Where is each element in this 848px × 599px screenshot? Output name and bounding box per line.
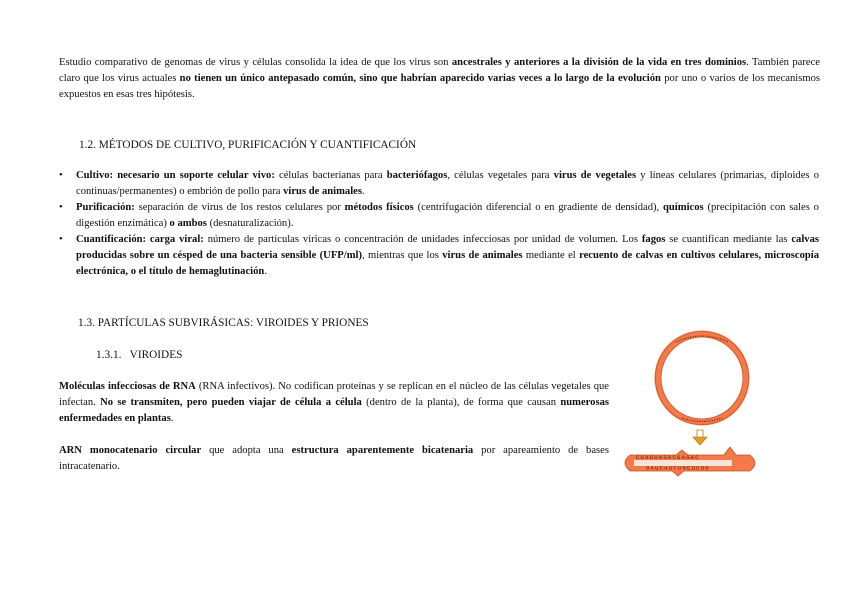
bullet-icon: • — [59, 202, 63, 213]
body-text: por uno o varios de los mecanismos expuestos en esas tres hipótesis. — [59, 73, 821, 101]
body-text: mediante el — [522, 250, 580, 261]
emphasis-text: métodos físicos — [344, 202, 414, 213]
emphasis-text: fagos — [641, 234, 666, 245]
list-item-text — [76, 202, 819, 229]
body-text: número de partículas víricas o concentración de unidades infecciosas por unidad de volumen. Los — [203, 234, 642, 245]
body-text: se cuantifican mediante las — [665, 234, 792, 245]
body-text: . — [170, 413, 174, 425]
viroid-diagram — [612, 326, 762, 486]
emphasis-text: químicos — [663, 202, 704, 213]
emphasis-text: numerosas enfermedades en plantas — [59, 397, 610, 425]
emphasis-text: Cultivo: necesario un soporte celular vivo: — [76, 170, 275, 181]
emphasis-text: no tienen un único antepasado común, sino que habrían aparecido varias veces a lo largo de la evolución — [179, 73, 661, 85]
bullet-icon: • — [59, 234, 63, 245]
emphasis-text: recuento de calvas en cultivos celulares, microscopía electrónica, o el título de hemaglutinación — [76, 250, 819, 277]
intro-paragraph — [59, 55, 820, 104]
section-heading-subviral: 1.3. PARTÍCULAS SUBVIRÁSICAS: VIROIDES Y PRIONES — [78, 317, 369, 329]
body-text: (precipitación con sales o digestión enzimática) — [76, 202, 819, 229]
viroid-diagram-svg — [612, 326, 762, 486]
emphasis-text: virus de animales — [283, 186, 362, 197]
list-item-cultivo — [59, 168, 819, 200]
list-item-purificacion — [59, 200, 819, 232]
body-text: separación de virus de los restos celulares por — [134, 202, 345, 213]
body-text: por apareamiento de bases intracatenario. — [59, 445, 609, 473]
bullet-icon: • — [59, 170, 63, 181]
list-item-cuantificacion — [59, 232, 819, 280]
body-text: , mientras que los — [362, 250, 443, 261]
emphasis-text: No se transmiten, pero pueden viajar de célula a célula — [100, 397, 362, 409]
body-text: que adopta una — [201, 445, 292, 456]
list-item-text — [76, 170, 819, 197]
arrow-down-icon — [693, 430, 707, 445]
methods-list — [59, 168, 819, 280]
viroid-description-paragraph — [59, 379, 609, 428]
emphasis-text: ARN monocatenario circular — [59, 445, 202, 456]
body-text: (centrifugación diferencial o en gradiente de densidad), — [413, 202, 664, 213]
emphasis-text: virus de animales — [442, 250, 523, 261]
sequence-bottom-label: GAUCAUCUGCUCUG — [646, 464, 710, 472]
emphasis-text: Purificación: — [76, 202, 135, 213]
body-text: . — [264, 266, 267, 277]
body-text: . También parece claro que los virus actuales — [59, 57, 820, 85]
circular-rna-ring — [658, 334, 746, 422]
body-text: (RNA infectivos). No codifican proteínas y se replican en el núcleo de las células vegetales que infectan. — [59, 381, 609, 409]
body-text: . — [361, 186, 365, 197]
body-text: , células vegetales para — [447, 170, 554, 181]
emphasis-text: Cuantificación: carga viral: — [76, 234, 204, 245]
emphasis-text: o ambos — [169, 218, 207, 229]
emphasis-text: estructura aparentemente bicatenaria — [291, 445, 474, 456]
emphasis-text: virus de vegetales — [553, 170, 637, 181]
body-text: Estudio comparativo de genomas de virus y células consolida la idea de que los virus son — [59, 57, 452, 68]
viroid-structure-paragraph — [59, 443, 609, 475]
rod-shaped-rna-structure — [625, 447, 755, 476]
emphasis-text: calvas producidas sobre un césped de una bacteria sensible (UFP/ml) — [76, 234, 819, 261]
emphasis-text: bacteriófagos — [386, 170, 448, 181]
subsection-heading-viroides: 1.3.1. VIROIDES — [96, 349, 183, 361]
emphasis-text: ancestrales y anteriores a la división de la vida en tres dominios — [451, 57, 747, 68]
section-heading-methods: 1.2. MÉTODOS DE CULTIVO, PURIFICACIÓN Y CUANTIFICACIÓN — [79, 139, 417, 151]
body-text: (dentro de la planta), de forma que causan — [361, 397, 561, 409]
body-text: (desnaturalización). — [206, 218, 294, 229]
sequence-top-label: CUAGUAGACGAGAC — [636, 454, 700, 461]
emphasis-text: Moléculas infecciosas de RNA — [59, 381, 196, 392]
body-text: células bacterianas para — [274, 170, 387, 181]
list-item-text — [76, 234, 819, 277]
body-text: y líneas celulares (primarias, diploides o continuas/permanentes) o embrión de pollo para — [76, 170, 819, 197]
